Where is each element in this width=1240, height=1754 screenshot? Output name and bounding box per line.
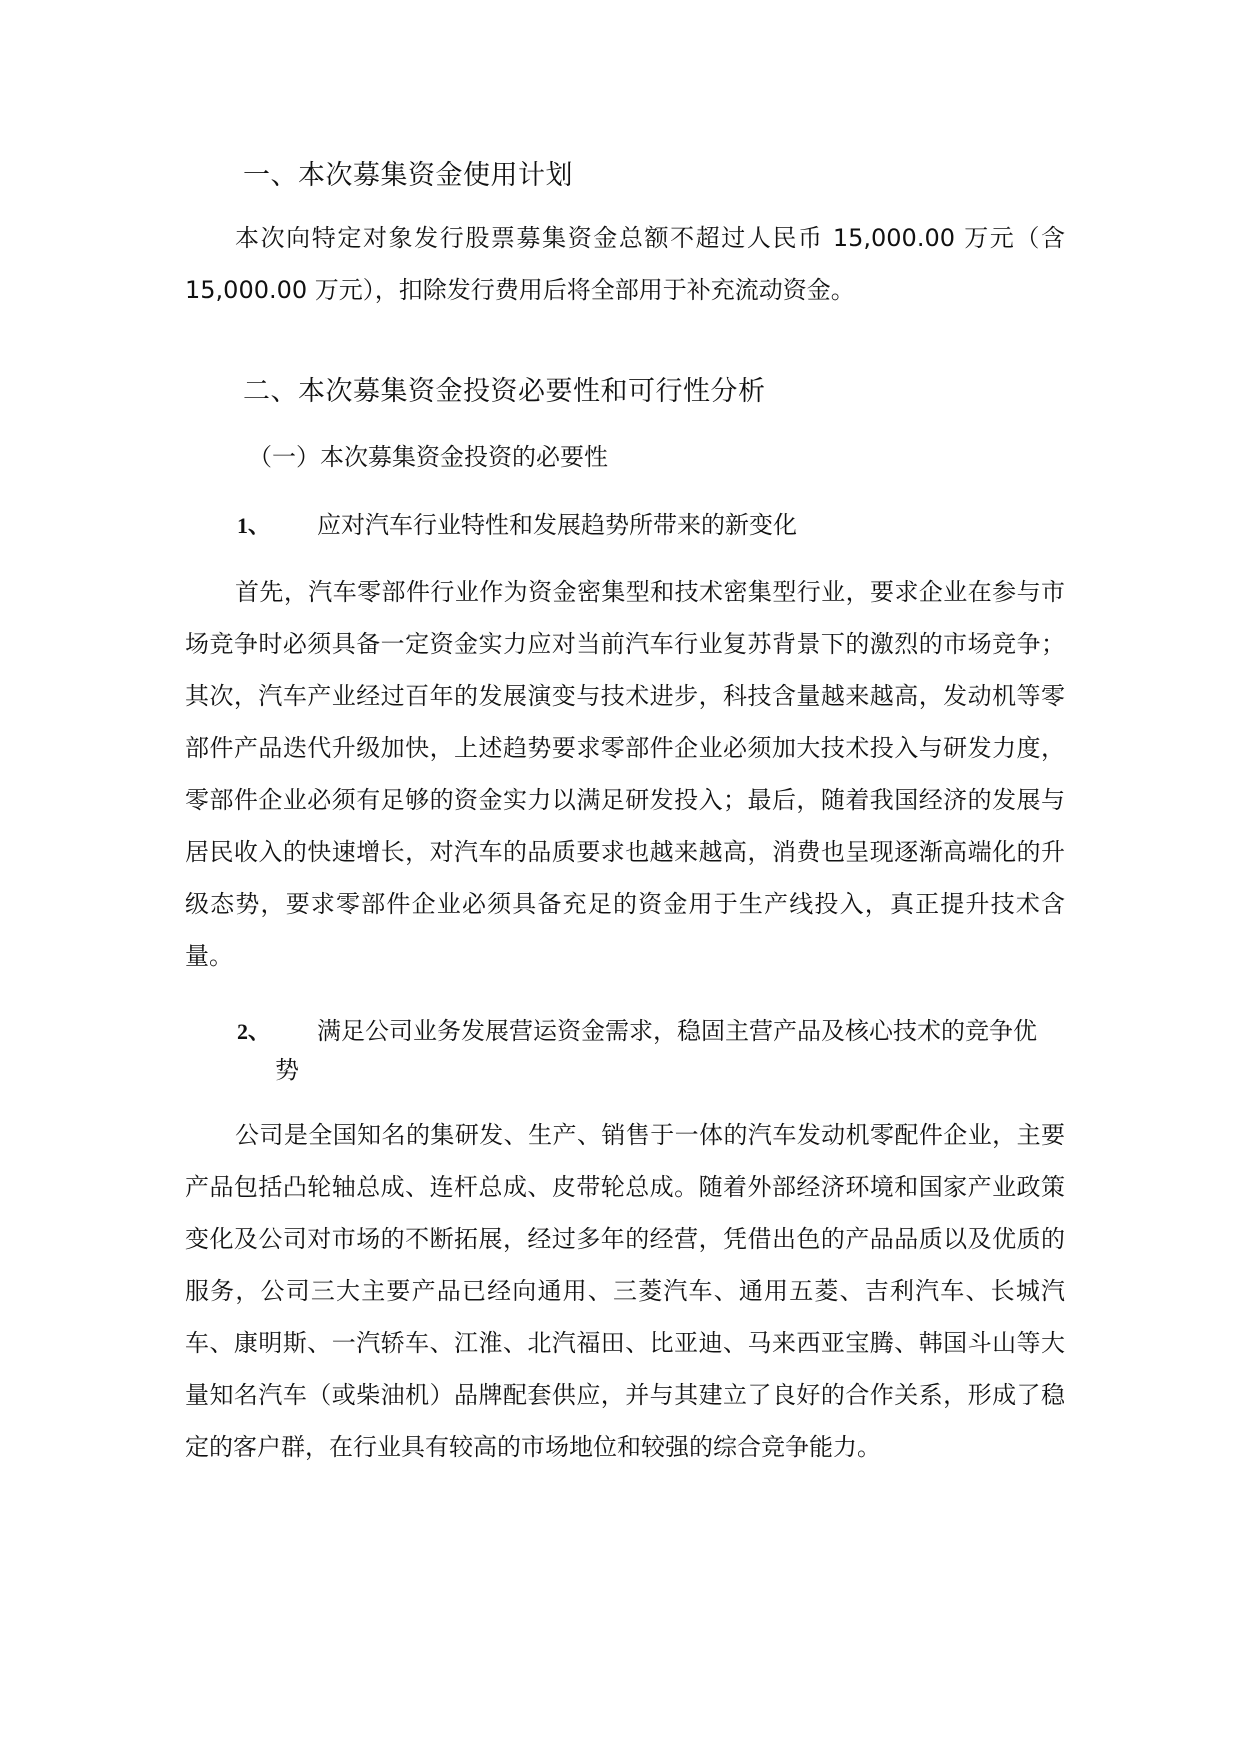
item1-title: 应对汽车行业特性和发展趋势所带来的新变化 — [317, 511, 797, 539]
section2-heading: 二、本次募集资金投资必要性和可行性分析 — [243, 376, 766, 407]
item1-number: 1、 — [237, 513, 271, 538]
item2-number: 2、 — [237, 1019, 271, 1044]
item1-paragraph — [185, 566, 1065, 982]
section1-paragraph — [185, 212, 1065, 316]
item2-paragraph-text: 公司是全国知名的集研发、生产、销售于一体的汽车发动机零配件企业，主要产品包括凸轮轴总成、连杆总成、皮带轮总成。随着外部经济环境和国家产业政策变化及公司对市场的不断拓展，经过多年的经营，凭借出色的产品品质以及优质的服务，公司三大主要产品已经向通用、三菱汽车、通用五菱、吉利汽车、长城汽车、康明斯、一汽轿车、江淮、北汽福田、比亚迪、马来西亚宝腾、韩国斗山等大量知名汽车（或柴油机）品牌配套供应，并与其建立了良好的合作关系，形成了稳定的客户群，在行业具有较高的市场地位和较强的综合竞争能力。 — [185, 1121, 1065, 1461]
subsection1-heading: （一）本次募集资金投资的必要性 — [248, 443, 608, 471]
item2-title-line2: 势 — [275, 1056, 299, 1084]
item1-heading — [237, 505, 1067, 540]
section1-paragraph-text: 本次向特定对象发行股票募集资金总额不超过人民币 15,000.00 万元（含 15,000.00 万元），扣除发行费用后将全部用于补充流动资金。 — [185, 224, 1065, 304]
item2-heading — [237, 1012, 1067, 1089]
section1-heading: 一、本次募集资金使用计划 — [243, 160, 573, 191]
item2-paragraph — [185, 1109, 1065, 1473]
item2-title-line1: 满足公司业务发展营运资金需求，稳固主营产品及核心技术的竞争优 — [317, 1017, 1037, 1045]
item1-paragraph-text: 首先，汽车零部件行业作为资金密集型和技术密集型行业，要求企业在参与市场竞争时必须具备一定资金实力应对当前汽车行业复苏背景下的激烈的市场竞争；其次，汽车产业经过百年的发展演变与技术进步，科技含量越来越高，发动机等零部件产品迭代升级加快，上述趋势要求零部件企业必须加大技术投入与研发力度，零部件企业必须有足够的资金实力以满足研发投入；最后，随着我国经济的发展与居民收入的快速增长，对汽车的品质要求也越来越高，消费也呈现逐渐高端化的升级态势，要求零部件企业必须具备充足的资金用于生产线投入，真正提升技术含量。 — [185, 578, 1065, 970]
